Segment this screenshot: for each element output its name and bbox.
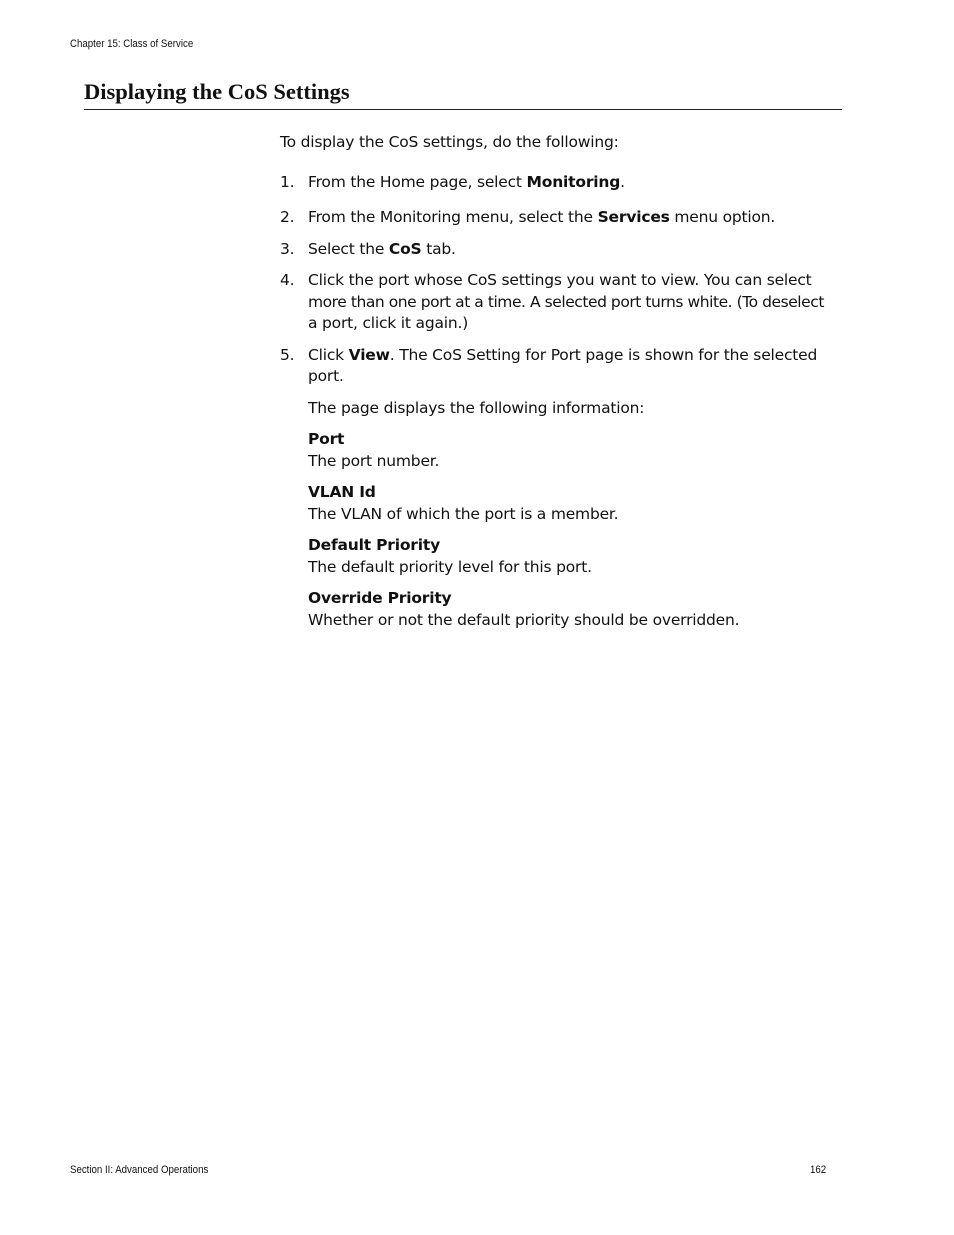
step-number: 3. bbox=[280, 239, 295, 258]
definition-term: Override Priority bbox=[308, 589, 452, 607]
section-title: Displaying the CoS Settings bbox=[84, 79, 350, 104]
step-text: Click the port whose CoS settings you want to view. You can select more than one port at a time. A selected port turns white. (To deselect a port, click it again.) bbox=[308, 271, 824, 332]
step-item bbox=[280, 172, 846, 194]
ui-term-services: Services bbox=[597, 208, 670, 226]
info-intro: The page displays the following information: bbox=[308, 398, 645, 417]
step-number: 4. bbox=[280, 271, 295, 289]
step-number: 5. bbox=[280, 345, 295, 364]
step-text: From the Monitoring menu, select the Services menu option. bbox=[308, 208, 776, 226]
definition-item bbox=[308, 482, 846, 525]
definition-item bbox=[308, 588, 846, 631]
information-section bbox=[280, 398, 846, 632]
title-rule bbox=[84, 109, 842, 110]
page-number: 162 bbox=[810, 1164, 827, 1176]
step-text: Select the CoS tab. bbox=[308, 239, 456, 258]
ui-term-view: View bbox=[348, 345, 390, 364]
intro-paragraph: To display the CoS settings, do the following: bbox=[280, 133, 619, 151]
step-number: 1. bbox=[280, 172, 295, 191]
definition-description: The VLAN of which the port is a member. bbox=[308, 504, 619, 523]
ui-term-cos: CoS bbox=[388, 239, 422, 258]
step-text: Click View. The CoS Setting for Port page is shown for the selected port. bbox=[308, 345, 818, 385]
step-text: From the Home page, select Monitoring. bbox=[308, 172, 625, 191]
steps-list bbox=[280, 172, 846, 388]
body-content bbox=[280, 132, 846, 641]
definition-term: Port bbox=[308, 430, 345, 448]
definition-term: VLAN Id bbox=[308, 483, 376, 501]
definition-term: Default Priority bbox=[308, 536, 440, 554]
running-header: Chapter 15: Class of Service bbox=[70, 38, 194, 50]
step-item bbox=[280, 207, 846, 229]
definition-item bbox=[308, 429, 846, 472]
definition-description: The default priority level for this port. bbox=[308, 557, 592, 576]
step-number: 2. bbox=[280, 208, 295, 226]
step-item bbox=[280, 345, 846, 388]
step-item bbox=[280, 270, 846, 335]
definition-description: The port number. bbox=[308, 451, 440, 470]
definition-item bbox=[308, 535, 846, 578]
running-footer: Section II: Advanced Operations bbox=[70, 1164, 209, 1176]
definition-description: Whether or not the default priority should be overridden. bbox=[308, 610, 740, 629]
ui-term-monitoring: Monitoring bbox=[526, 172, 621, 191]
step-item bbox=[280, 239, 846, 261]
